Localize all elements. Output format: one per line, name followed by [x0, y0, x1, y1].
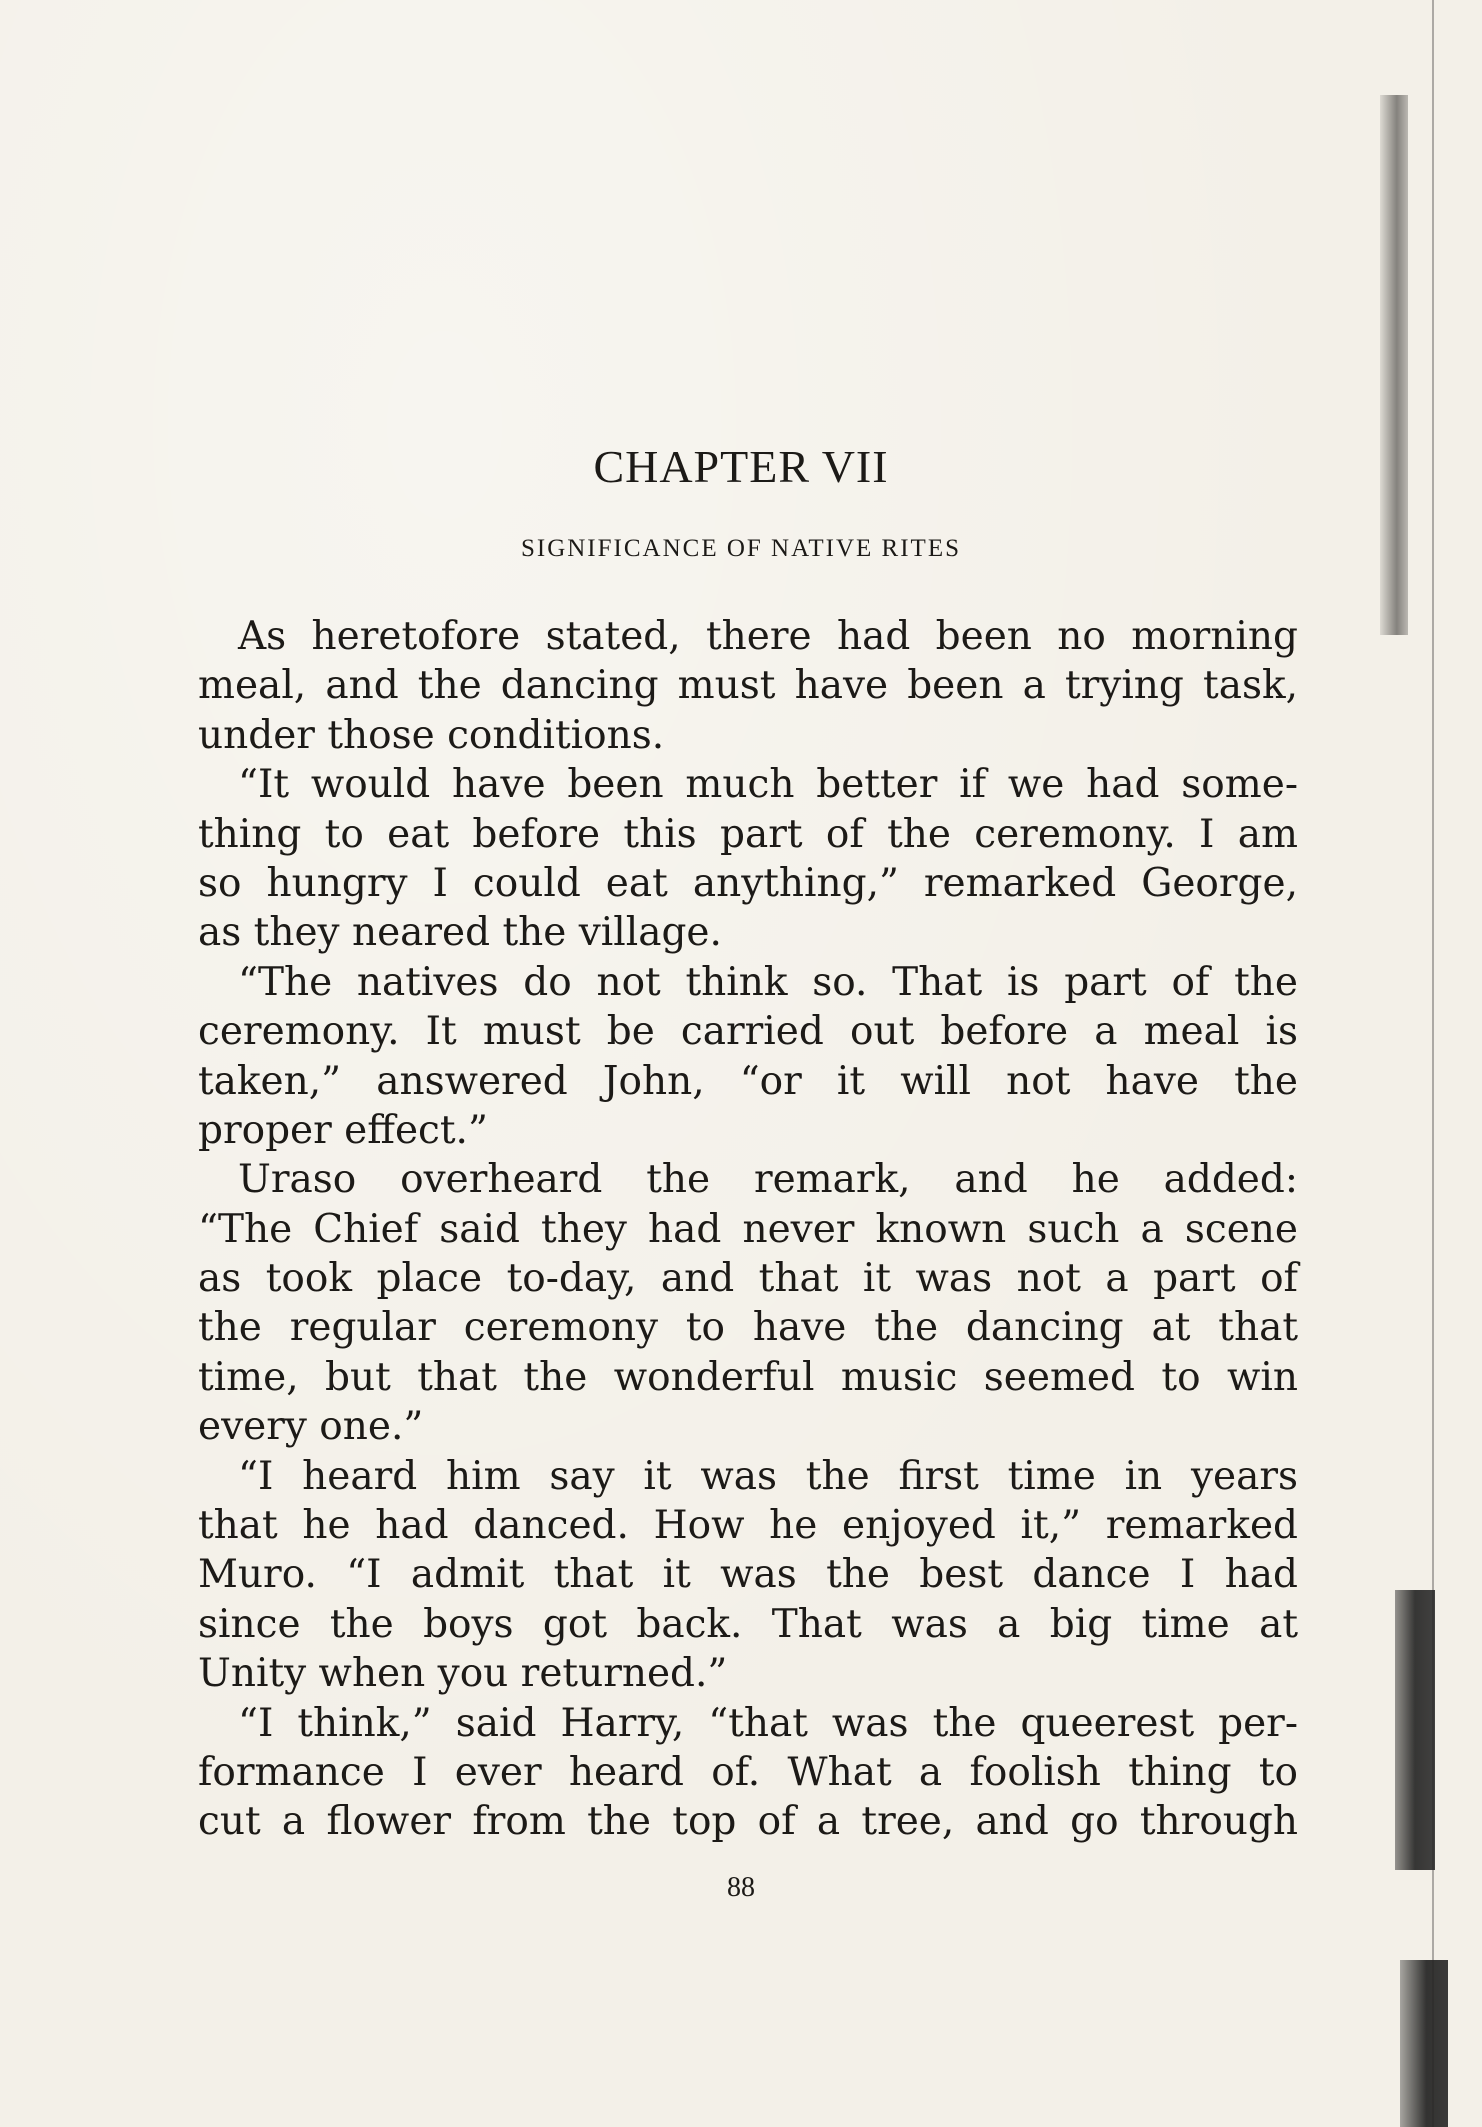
text-line: “I heard him say it was the first time in years [238, 1453, 1298, 1499]
chapter-title: CHAPTER VII [593, 441, 889, 492]
text-line: As heretofore stated, there had been no morning [238, 614, 1298, 659]
scan-edge-shadow [1400, 1960, 1448, 2127]
text-line: ceremony. It must be carried out before a meal is [198, 1009, 1298, 1055]
text-line: proper effect.” [198, 1107, 488, 1153]
text-line: as took place to-day, and that it was not a part of [198, 1256, 1298, 1302]
chapter-subtitle: SIGNIFICANCE OF NATIVE RITES [520, 535, 962, 562]
text-line: every one.” [198, 1404, 424, 1450]
text-line: Uraso overheard the remark, and he added: [238, 1157, 1298, 1203]
text-line: the regular ceremony to have the dancing at that [198, 1305, 1298, 1351]
text-line: formance I ever heard of. What a foolish thing to [198, 1749, 1298, 1795]
text-line: “It would have been much better if we had some- [238, 762, 1298, 808]
body-text [198, 612, 1298, 1847]
text-line: as they neared the village. [198, 910, 722, 956]
text-line: taken,” answered John, “or it will not have the [198, 1058, 1298, 1104]
text-line: under those conditions. [198, 712, 665, 758]
text-line: Unity when you returned.” [198, 1651, 728, 1697]
text-line: “I think,” said Harry, “that was the queerest per- [238, 1700, 1298, 1746]
text-line: meal, and the dancing must have been a trying task, [198, 663, 1298, 709]
text-line: since the boys got back. That was a big time at [198, 1601, 1298, 1647]
text-line: time, but that the wonderful music seemed to win [198, 1354, 1298, 1400]
text-line: Muro. “I admit that it was the best dance I had [198, 1552, 1298, 1598]
page-edge-line [1432, 0, 1434, 2127]
text-line: cut a flower from the top of a tree, and go through [198, 1799, 1298, 1845]
text-line: “The Chief said they had never known such a scene [198, 1206, 1298, 1252]
scan-edge-shadow [1395, 1590, 1435, 1870]
page-number: 88 [727, 1872, 755, 1903]
text-line: that he had danced. How he enjoyed it,” remarked [198, 1503, 1298, 1549]
text-line: so hungry I could eat anything,” remarked George, [198, 860, 1298, 906]
text-line: “The natives do not think so. That is part of the [238, 959, 1298, 1005]
text-line: thing to eat before this part of the ceremony. I am [198, 811, 1298, 857]
